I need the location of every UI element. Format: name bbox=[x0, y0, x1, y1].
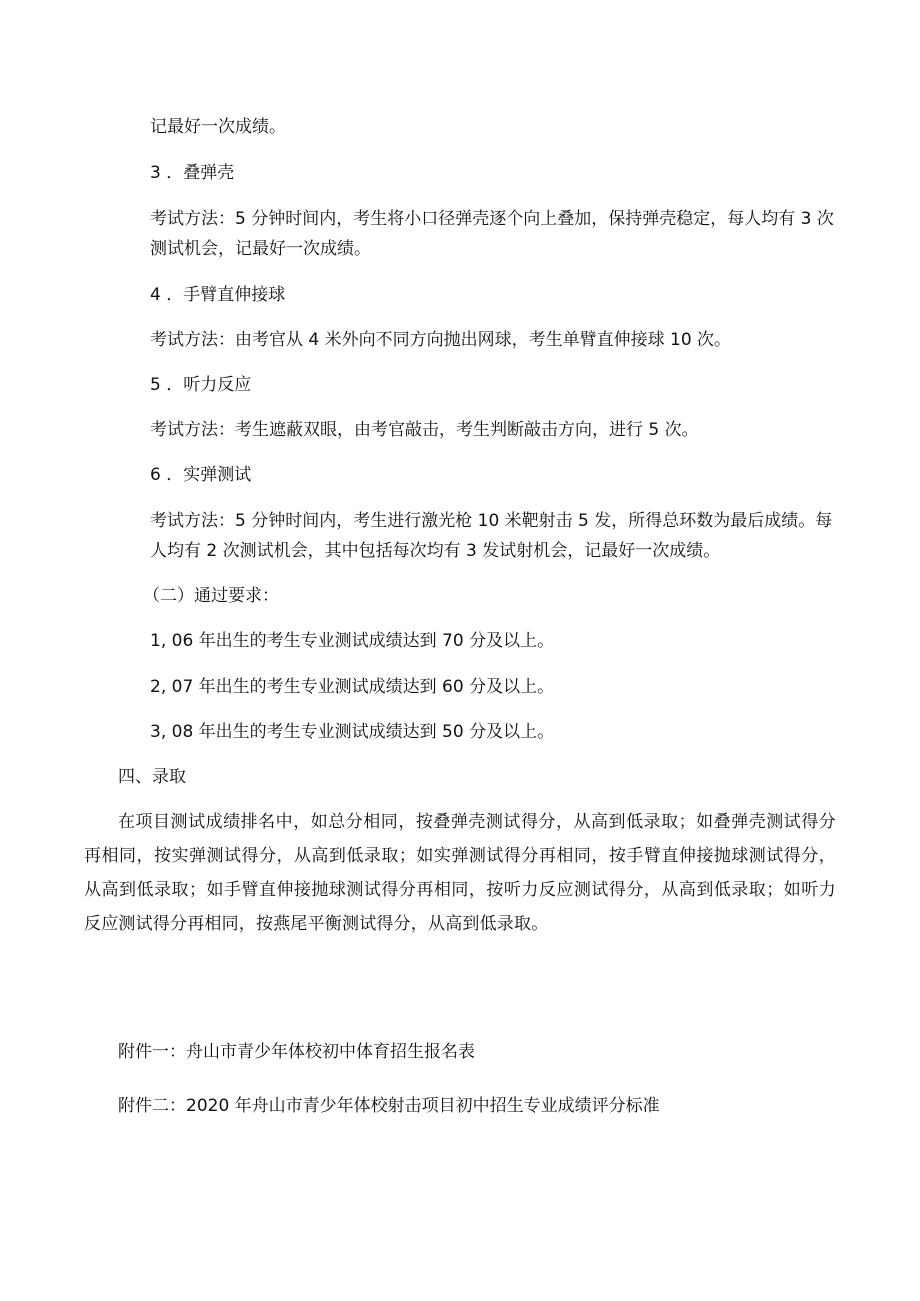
requirement-3: 3, 08 年出生的考生专业测试成绩达到 50 分及以上。 bbox=[150, 722, 555, 742]
item-5-method: 考试方法：考生遮蔽双眼，由考官敲击，考生判断敲击方向，进行 5 次。 bbox=[150, 420, 699, 440]
item-3-title: 3 ．叠弹壳 bbox=[150, 163, 235, 183]
item-5-title: 5 ．听力反应 bbox=[150, 375, 252, 395]
requirement-2: 2, 07 年出生的考生专业测试成绩达到 60 分及以上。 bbox=[150, 677, 555, 697]
attachment-1: 附件一：舟山市青少年体校初中体育招生报名表 bbox=[118, 1042, 475, 1062]
item-6-title: 6 ．实弹测试 bbox=[150, 465, 252, 485]
item-6-method-line-2: 人均有 2 次测试机会，其中包括每次均有 3 发试射机会，记最好一次成绩。 bbox=[150, 541, 721, 561]
admission-paragraph: 在项目测试成绩排名中，如总分相同，按叠弹壳测试得分，从高到低录取；如叠弹壳测试得分再相同，按实弹测试得分，从高到低录取；如实弹测试得分再相同，按手臂直伸接抛球测试得分，从高到低录取；如手臂直伸接抛球测试得分再相同，按听力反应测试得分，从高到低录取；如听力反应测试得分再相同，按燕尾平衡测试得分，从高到低录取。 bbox=[84, 812, 836, 934]
requirement-1: 1, 06 年出生的考生专业测试成绩达到 70 分及以上。 bbox=[150, 631, 555, 651]
item-3-method-line-2: 测试机会，记最好一次成绩。 bbox=[150, 239, 371, 259]
attachment-2: 附件二：2020 年舟山市青少年体校射击项目初中招生专业成绩评分标准 bbox=[118, 1096, 660, 1116]
text-line: 记最好一次成绩。 bbox=[150, 117, 286, 137]
item-3-method-line-1: 考试方法：5 分钟时间内，考生将小口径弹壳逐个向上叠加，保持弹壳稳定，每人均有 3 次 bbox=[150, 209, 834, 229]
item-4-method: 考试方法：由考官从 4 米外向不同方向抛出网球，考生单臂直伸接球 10 次。 bbox=[150, 330, 732, 350]
item-4-title: 4 ．手臂直伸接球 bbox=[150, 285, 286, 305]
item-6-method-line-1: 考试方法：5 分钟时间内，考生进行激光枪 10 米靶射击 5 发，所得总环数为最后成绩。每 bbox=[150, 511, 833, 531]
requirements-title: （二）通过要求： bbox=[143, 586, 279, 606]
section-4-title: 四、录取 bbox=[118, 767, 186, 787]
